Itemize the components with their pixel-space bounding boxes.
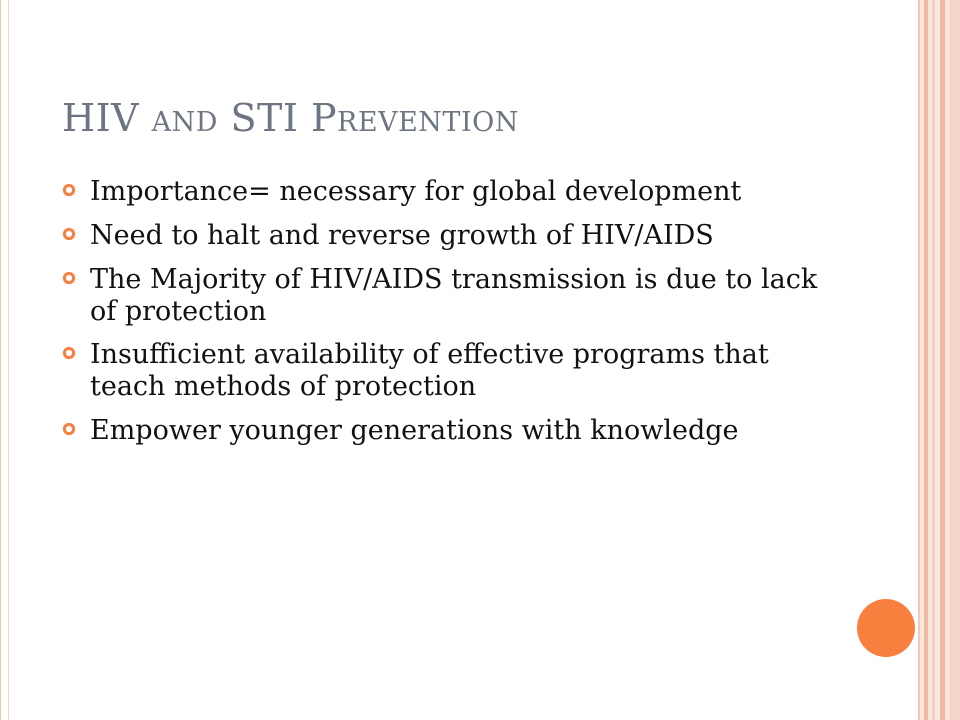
- bullet-text: Importance= necessary for global development: [90, 176, 742, 207]
- bullet-text: The Majority of HIV/AIDS transmission is due to lack of protection: [90, 263, 818, 327]
- right-stripe-3: [932, 0, 935, 720]
- right-stripe-4: [940, 0, 945, 720]
- bullet-item: [62, 264, 852, 328]
- orange-ring-icon: [62, 183, 76, 197]
- orange-ring-icon: [62, 227, 76, 241]
- right-stripe-1: [918, 0, 920, 720]
- orange-ring-icon: [62, 422, 76, 436]
- right-stripe-2: [924, 0, 928, 720]
- left-border-line: [8, 0, 9, 720]
- orange-circle-icon: [857, 599, 915, 657]
- orange-ring-icon: [62, 271, 76, 285]
- left-border-decoration: [0, 0, 12, 720]
- right-stripe-decoration: [918, 0, 960, 720]
- bullet-item: [62, 220, 852, 252]
- bullet-item: [62, 415, 852, 447]
- bullet-text: Empower younger generations with knowledge: [90, 415, 739, 447]
- slide-title: HIV and STI Prevention: [62, 96, 519, 140]
- bullet-text: Insufficient availability of effective programs that teach methods of protection: [90, 339, 769, 403]
- bullet-item: [62, 176, 852, 208]
- bullet-item: [62, 339, 852, 403]
- orange-ring-icon: [62, 346, 76, 360]
- bullet-text: Need to halt and reverse growth of HIV/AIDS: [90, 219, 714, 251]
- bullet-list: [62, 176, 852, 459]
- right-stripe-5: [950, 0, 960, 720]
